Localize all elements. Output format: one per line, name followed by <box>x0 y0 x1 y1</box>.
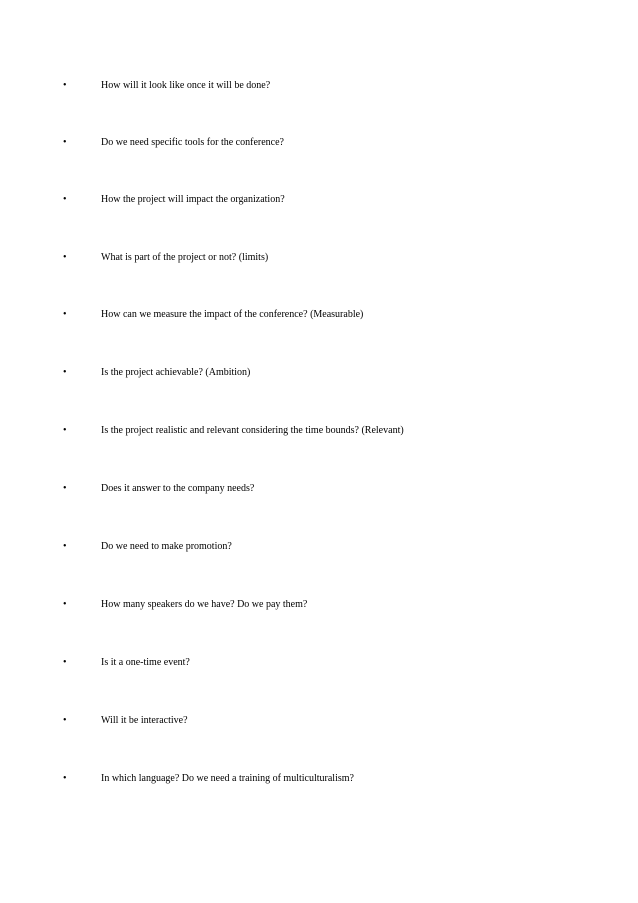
bullet-icon: • <box>63 541 67 552</box>
bullet-icon: • <box>63 252 67 263</box>
list-item-text: Is it a one-time event? <box>101 657 190 668</box>
list-item <box>0 365 638 381</box>
bullet-icon: • <box>63 599 67 610</box>
list-item-text: How the project will impact the organization? <box>101 194 285 205</box>
bullet-icon: • <box>63 715 67 726</box>
bullet-icon: • <box>63 309 67 320</box>
list-item-text: How many speakers do we have? Do we pay them? <box>101 599 308 610</box>
list-item <box>0 78 638 94</box>
list-item <box>0 307 638 323</box>
list-item <box>0 481 638 497</box>
list-item <box>0 713 638 729</box>
list-item-text: Do we need to make promotion? <box>101 541 232 552</box>
list-item-text: Does it answer to the company needs? <box>101 483 255 494</box>
list-item <box>0 771 638 787</box>
list-item <box>0 192 638 208</box>
bullet-icon: • <box>63 137 67 148</box>
bullet-icon: • <box>63 425 67 436</box>
bullet-icon: • <box>63 80 67 91</box>
list-item <box>0 423 638 439</box>
list-item-text: Is the project realistic and relevant considering the time bounds? (Relevant) <box>101 425 404 436</box>
list-item-text: Is the project achievable? (Ambition) <box>101 367 251 378</box>
list-item-text: Do we need specific tools for the conference? <box>101 137 284 148</box>
bullet-icon: • <box>63 657 67 668</box>
list-item <box>0 597 638 613</box>
list-item-text: What is part of the project or not? (limits) <box>101 252 269 263</box>
bullet-icon: • <box>63 367 67 378</box>
list-item-text: Will it be interactive? <box>101 715 188 726</box>
list-item-text: How can we measure the impact of the conference? (Measurable) <box>101 309 364 320</box>
list-item-text: How will it look like once it will be done? <box>101 80 271 91</box>
list-item <box>0 250 638 266</box>
list-item <box>0 539 638 555</box>
bullet-icon: • <box>63 773 67 784</box>
list-item-text: In which language? Do we need a training of multiculturalism? <box>101 773 354 784</box>
list-item <box>0 135 638 151</box>
bullet-icon: • <box>63 483 67 494</box>
list-item <box>0 655 638 671</box>
bullet-icon: • <box>63 194 67 205</box>
